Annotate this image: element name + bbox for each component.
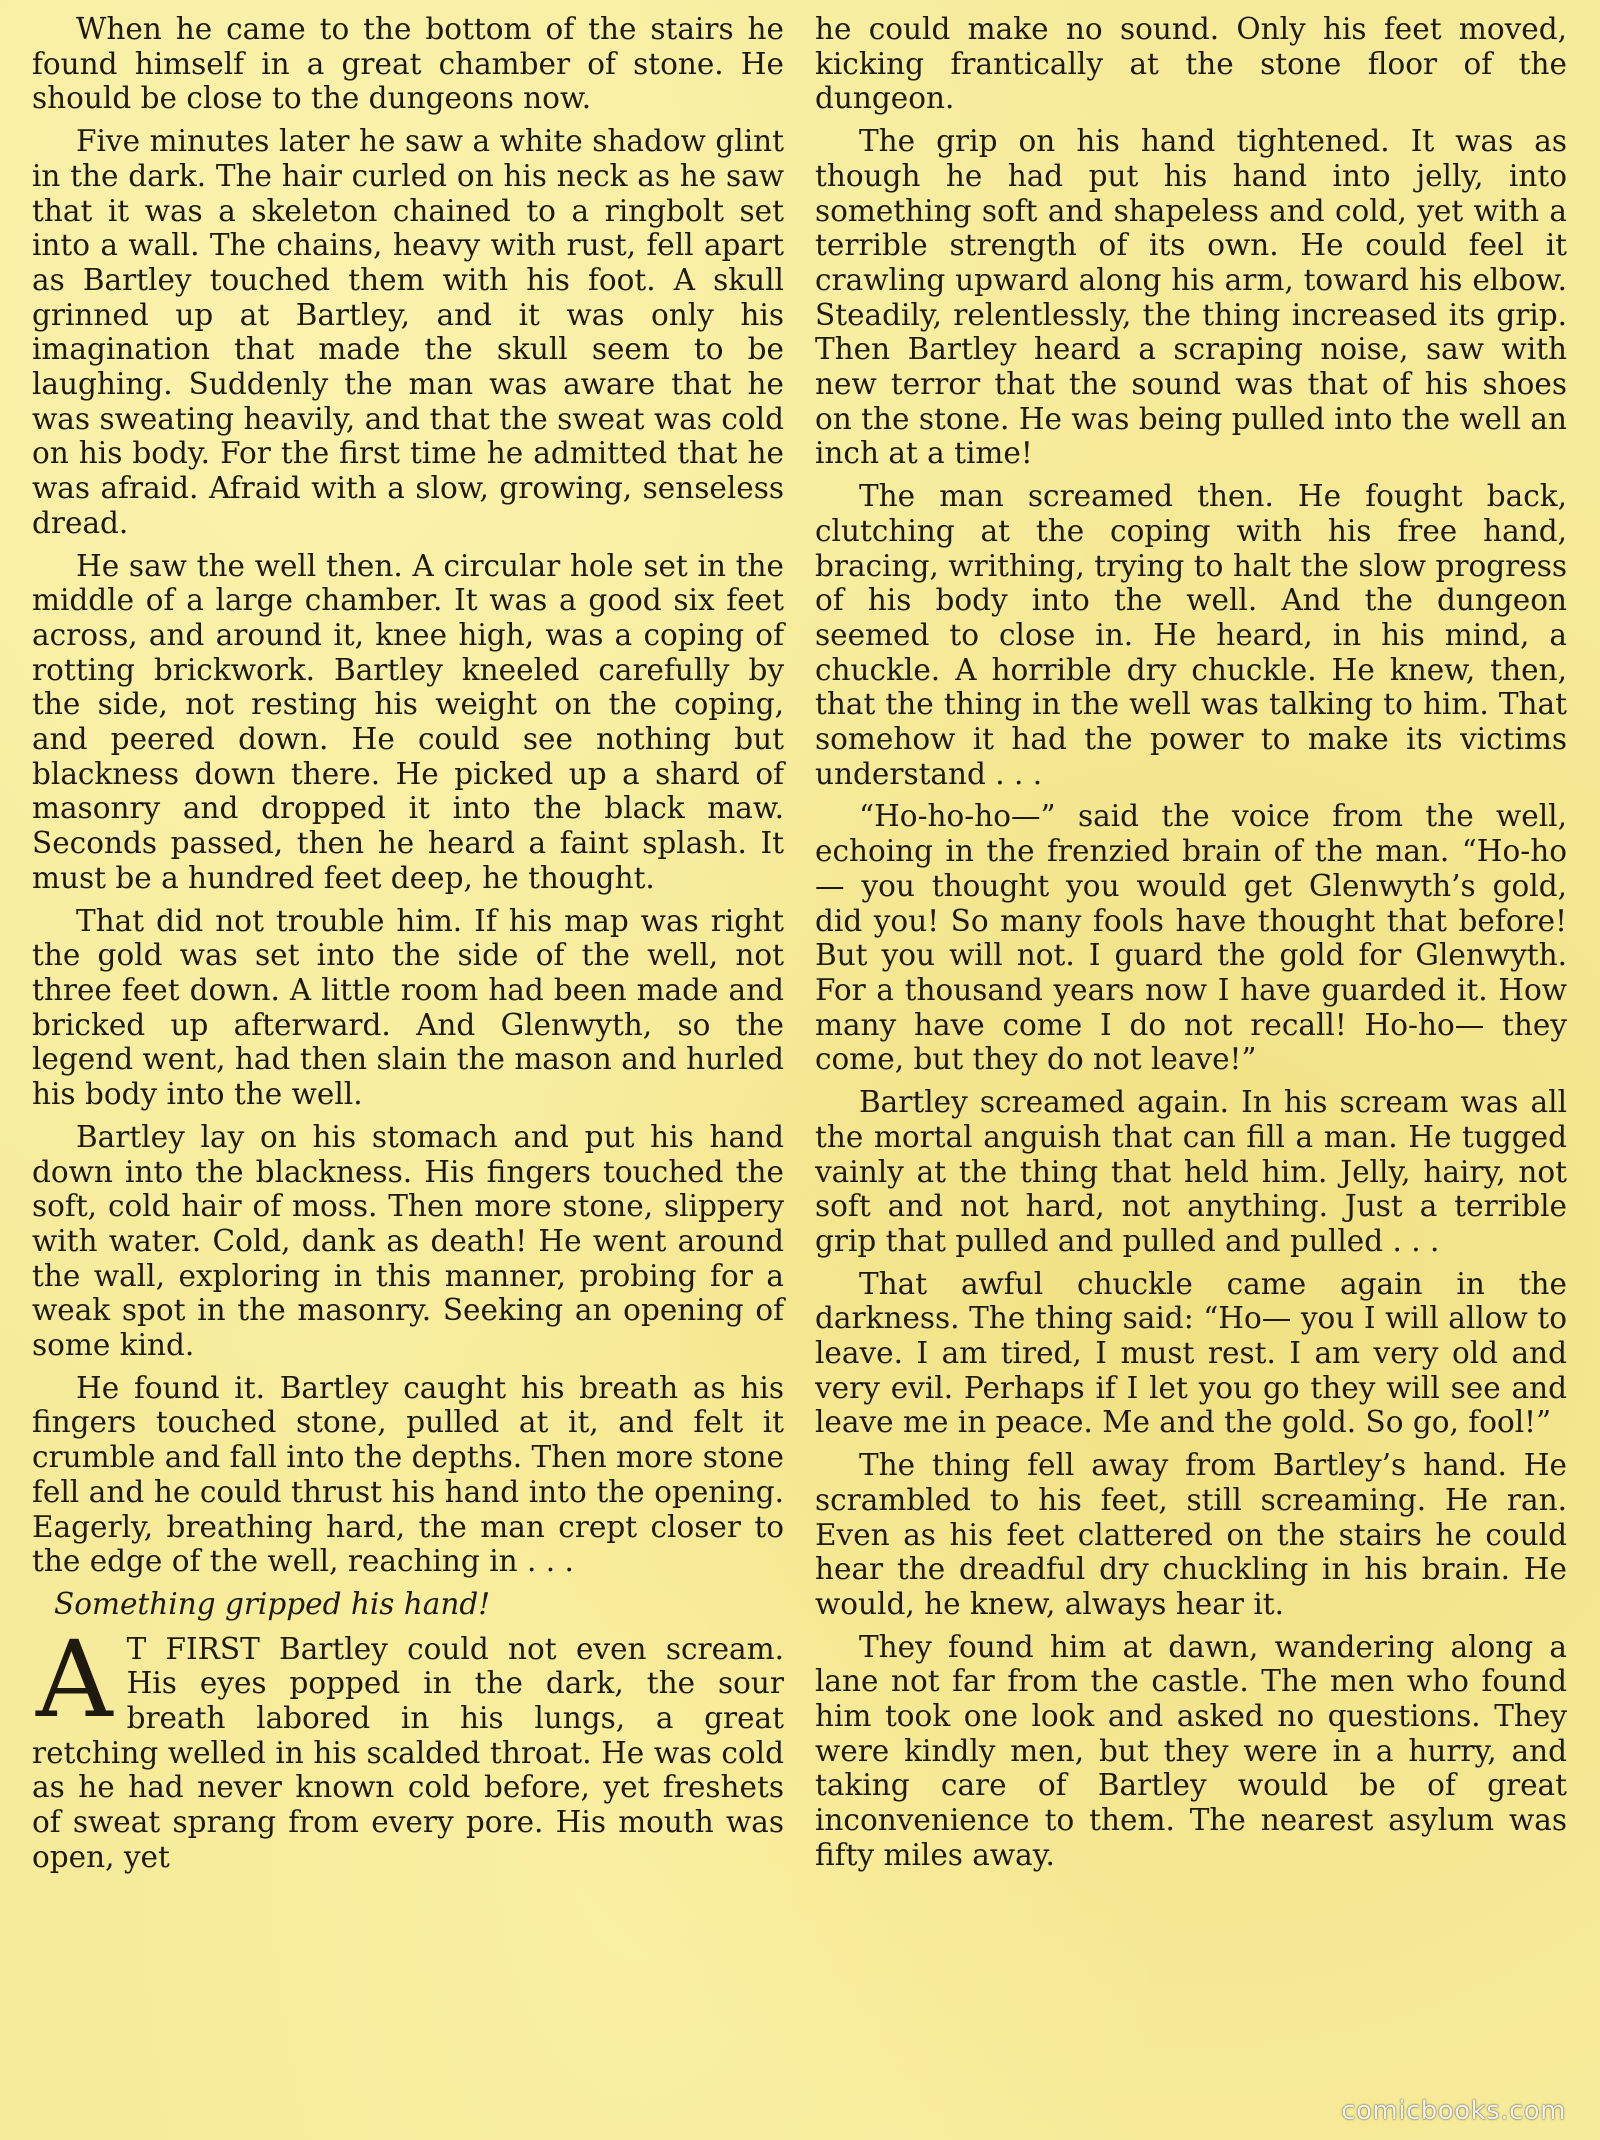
paragraph: he could make no sound. Only his feet moved, kicking frantically at the stone floor of the dungeon. — [815, 12, 1567, 116]
paragraph: The grip on his hand tightened. It was as though he had put his hand into jelly, into something soft and shapeless and cold, yet with a terrible strength of its own. He could feel it crawling upward along his arm, toward his elbow. Steadily, relentlessly, the thing increased its grip. Then Bartley heard a scraping noise, saw with new terror that the sound was that of his shoes on the stone. He was being pulled into the well an inch at a time! — [815, 124, 1567, 471]
watermark: comicbooks.com — [1341, 2096, 1566, 2126]
paragraph: The man screamed then. He fought back, clutching at the coping with his free hand, bracing, writhing, trying to halt the slow progress of his body into the well. And the dungeon seemed to close in. He heard, in his mind, a chuckle. A horrible dry chuckle. He knew, then, that the thing in the well was talking to him. That somehow it had the power to make its victims understand . . . — [815, 479, 1567, 791]
paragraph: He found it. Bartley caught his breath as his fingers touched stone, pulled at it, and felt it crumble and fall into the depths. Then more stone fell and he could thrust his hand into the opening. Eagerly, breathing hard, the man crept closer to the edge of the well, reaching in . . . — [32, 1370, 784, 1579]
paragraph: That awful chuckle came again in the darkness. The thing said: “Ho— you I will allow to leave. I am tired, I must rest. I am very old and very evil. Perhaps if I let you go they will see and leave me in peace. Me and the gold. So go, fool!” — [815, 1266, 1567, 1440]
paragraph: Bartley screamed again. In his scream was all the mortal anguish that can fill a man. He tugged vainly at the thing that held him. Jelly, hairy, not soft and not hard, not anything. Just a terrible grip that pulled and pulled and pulled . . . — [815, 1085, 1567, 1258]
paragraph: Bartley lay on his stomach and put his hand down into the blackness. His fingers touched the soft, cold hair of moss. Then more stone, slippery with water. Cold, dank as death! He went around the wall, exploring in this manner, probing for a weak spot in the masonry. Seeking an opening of some kind. — [32, 1119, 784, 1363]
right-text-column — [815, 12, 1567, 1881]
paragraph: The thing fell away from Bartley’s hand. He scrambled to his feet, still screaming. He ran. Even as his feet clattered on the stairs he could hear the dreadful dry chuckling in his brain. He would, he knew, always hear it. — [815, 1448, 1567, 1621]
left-text-column — [32, 12, 784, 1883]
paragraph: When he came to the bottom of the stairs he found himself in a great chamber of stone. He should be close to the dungeons now. — [32, 12, 784, 116]
paragraph: That did not trouble him. If his map was right the gold was set into the side of the well, not three feet down. A little room had been made and bricked up afterward. And Glenwyth, so the legend went, had then slain the mason and hurled his body into the well. — [32, 903, 784, 1112]
paragraph-with-drop-cap — [32, 1617, 784, 1875]
paragraph: Five minutes later he saw a white shadow glint in the dark. The hair curled on his neck as he saw that it was a skeleton chained to a ringbolt set into a wall. The chains, heavy with rust, fell apart as Bartley touched them with his foot. A skull grinned up at Bartley, and it was only his imagination that made the skull seem to be laughing. Suddenly the man was aware that he was sweating heavily, and that the sweat was cold on his body. For the first time he admitted that he was afraid. Afraid with a slow, growing, senseless dread. — [32, 124, 784, 540]
paragraph-text: T FIRST Bartley could not even scream. His eyes popped in the dark, the sour breath labored in his lungs, a great retching welled in his scalded throat. He was cold as he had never known cold before, yet freshets of sweat sprang from every pore. His mouth was open, yet — [32, 1631, 784, 1874]
drop-cap: A — [36, 1617, 113, 1741]
paragraph: “Ho-ho-ho—” said the voice from the well, echoing in the frenzied brain of the man. “Ho-ho— you thought you would get Glenwyth’s gold, did you! So many fools have thought that before! But you will not. I guard the gold for Glenwyth. For a thousand years now I have guarded it. How many have come I do not recall! Ho-ho— they come, but they do not leave!” — [815, 799, 1567, 1077]
paragraph: He saw the well then. A circular hole set in the middle of a large chamber. It was a good six feet across, and around it, knee high, was a coping of rotting brickwork. Bartley kneeled carefully by the side, not resting his weight on the coping, and peered down. He could see nothing but blackness down there. He picked up a shard of masonry and dropped it into the black maw. Seconds passed, then he heard a faint splash. It must be a hundred feet deep, he thought. — [32, 548, 784, 895]
section-subheading: Something gripped his hand! — [54, 1586, 491, 1621]
paragraph: They found him at dawn, wandering along a lane not far from the castle. The men who found him took one look and asked no questions. They were kindly men, but they were in a hurry, and taking care of Bartley would be of great inconvenience to them. The nearest asylum was fifty miles away. — [815, 1629, 1567, 1872]
